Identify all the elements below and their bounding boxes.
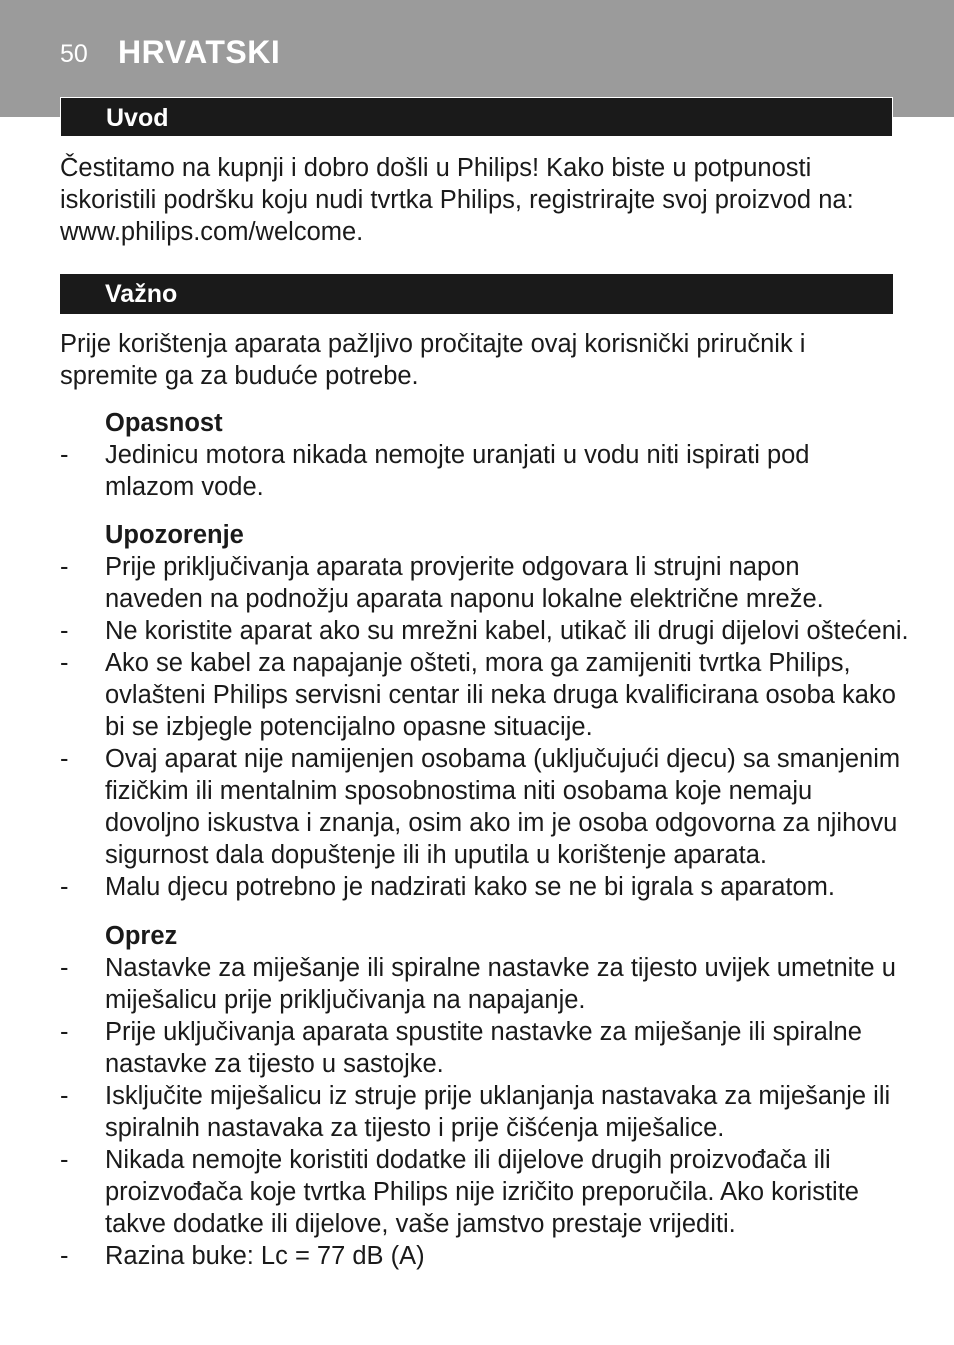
section-heading-intro: Uvod <box>60 97 893 137</box>
bullet-dash: - <box>60 873 69 901</box>
bullet-dash: - <box>60 1146 69 1174</box>
list-item-line: miješalicu prije priključivanja na napajanje. <box>105 986 586 1014</box>
list-item <box>60 439 910 503</box>
list-item-line: Ovaj aparat nije namijenjen osobama (uključujući djecu) sa smanjenim <box>105 745 901 773</box>
list-item-line: fizičkim ili mentalnim sposobnostima niti osobama koje nemaju <box>105 777 813 805</box>
list-item <box>60 1080 910 1144</box>
section-heading-important: Važno <box>60 274 893 314</box>
list-item-line: Razina buke: Lc = 77 dB (A) <box>105 1242 425 1270</box>
bullet-dash: - <box>60 954 69 982</box>
list-item <box>60 1016 910 1080</box>
list-item <box>60 1240 910 1272</box>
language-title: HRVATSKI <box>118 34 281 70</box>
page-number: 50 <box>60 40 88 68</box>
bullet-dash: - <box>60 1242 69 1270</box>
list-item-line: Ne koristite aparat ako su mrežni kabel, utikač ili drugi dijelovi oštećeni. <box>105 617 909 645</box>
list-item-line: Malu djecu potrebno je nadzirati kako se ne bi igrala s aparatom. <box>105 873 835 901</box>
list-item-line: bi se izbjegle potencijalno opasne situacije. <box>105 713 593 741</box>
list-item-line: Prije priključivanja aparata provjerite odgovara li strujni napon <box>105 553 800 581</box>
danger-list <box>60 439 910 503</box>
list-item-line: dovoljno iskustva i znanja, osim ako im je osoba odgovorna za njihovu <box>105 809 898 837</box>
bullet-dash: - <box>60 745 69 773</box>
caution-list <box>60 952 910 1272</box>
warning-heading: Upozorenje <box>105 521 244 549</box>
caution-heading: Oprez <box>105 922 178 950</box>
list-item-line: Isključite miješalicu iz struje prije uklanjanja nastavaka za miješanje ili <box>105 1082 891 1110</box>
list-item-line: spiralnih nastavaka za tijesto i prije čišćenja miješalice. <box>105 1114 725 1142</box>
list-item <box>60 647 910 743</box>
list-item-line: Nikada nemojte koristiti dodatke ili dijelove drugih proizvođača ili <box>105 1146 831 1174</box>
list-item-line: proizvođača koje tvrtka Philips nije izričito preporučila. Ako koristite <box>105 1178 859 1206</box>
list-item-line: naveden na podnožju aparata naponu lokalne električne mreže. <box>105 585 824 613</box>
bullet-dash: - <box>60 617 69 645</box>
list-item-line: takve dodatke ili dijelove, vaše jamstvo prestaje vrijediti. <box>105 1210 736 1238</box>
text-line: www.philips.com/welcome. <box>60 218 364 246</box>
list-item-line: Prije uključivanja aparata spustite nastavke za miješanje ili spiralne <box>105 1018 862 1046</box>
list-item-line: nastavke za tijesto u sastojke. <box>105 1050 444 1078</box>
intro-paragraph <box>60 152 905 248</box>
list-item-line: Jedinicu motora nikada nemojte uranjati u vodu niti ispirati pod <box>105 441 810 469</box>
list-item <box>60 615 910 647</box>
bullet-dash: - <box>60 649 69 677</box>
text-line: iskoristili podršku koju nudi tvrtka Philips, registrirajte svoj proizvod na: <box>60 186 854 214</box>
list-item <box>60 871 910 903</box>
danger-heading: Opasnost <box>105 409 223 437</box>
list-item-line: Ako se kabel za napajanje ošteti, mora ga zamijeniti tvrtka Philips, <box>105 649 851 677</box>
bullet-dash: - <box>60 1018 69 1046</box>
text-line: Prije korištenja aparata pažljivo pročitajte ovaj korisnički priručnik i <box>60 330 806 358</box>
warning-list <box>60 551 910 903</box>
list-item <box>60 1144 910 1240</box>
bullet-dash: - <box>60 553 69 581</box>
bullet-dash: - <box>60 441 69 469</box>
list-item <box>60 551 910 615</box>
text-line: spremite ga za buduće potrebe. <box>60 362 419 390</box>
list-item-line: Nastavke za miješanje ili spiralne nastavke za tijesto uvijek umetnite u <box>105 954 896 982</box>
list-item <box>60 743 910 871</box>
list-item-line: ovlašteni Philips servisni centar ili neka druga kvalificirana osoba kako <box>105 681 896 709</box>
important-paragraph <box>60 328 905 392</box>
bullet-dash: - <box>60 1082 69 1110</box>
list-item-line: sigurnost dala dopuštenje ili ih uputila u korištenje aparata. <box>105 841 768 869</box>
list-item <box>60 952 910 1016</box>
text-line: Čestitamo na kupnji i dobro došli u Philips! Kako biste u potpunosti <box>60 154 812 182</box>
list-item-line: mlazom vode. <box>105 473 264 501</box>
